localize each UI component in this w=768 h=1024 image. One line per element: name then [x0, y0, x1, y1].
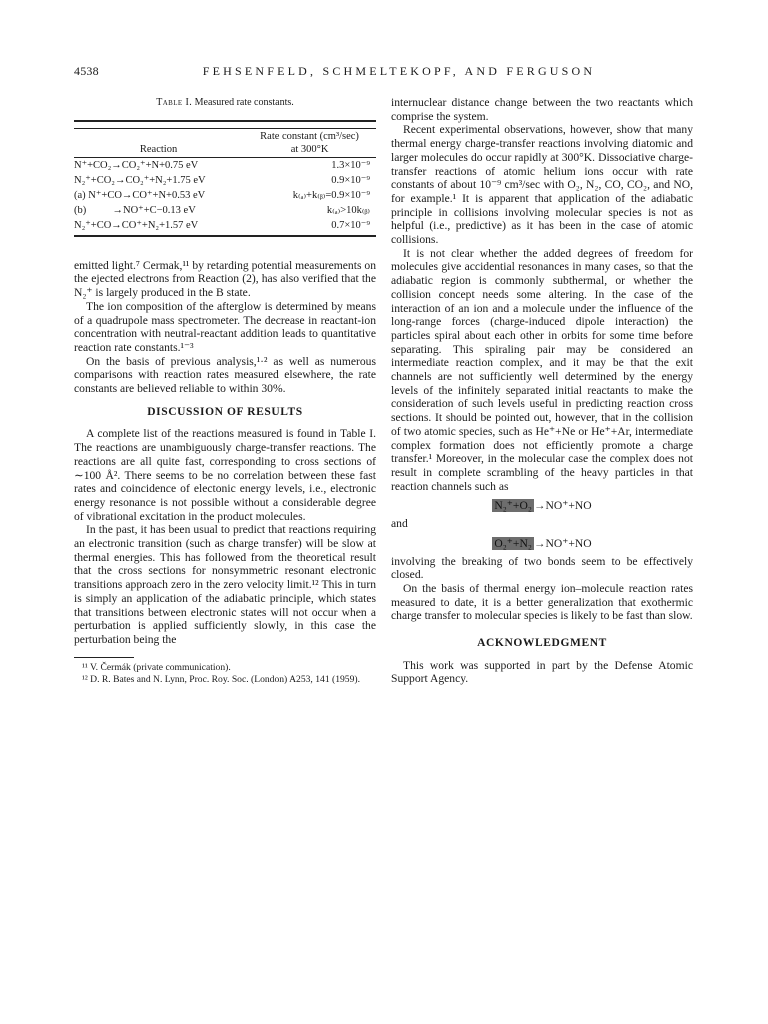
- equation-2-products: →NO⁺+NO: [533, 536, 592, 550]
- table-row: [74, 173, 376, 188]
- reaction-cell: N₂⁺+CO→CO⁺+N₂+1.57 eV: [74, 218, 243, 236]
- rate-cell: k₍ₐ₎>10k₍ᵦ₎: [326, 204, 370, 216]
- paragraph: This work was supported in part by the Defense Atomic Support Agency.: [391, 658, 693, 686]
- rate-cell: 0.7×10⁻⁹: [243, 218, 376, 236]
- section-title-discussion: DISCUSSION OF RESULTS: [147, 405, 303, 418]
- page-number: 4538: [74, 64, 99, 78]
- paragraph: On the basis of thermal energy ion–molecule reaction rates measured to date, it is a better generalization that exothermic charge transfer to molecular species is likely to be fast than slow.: [391, 581, 693, 623]
- paragraph: The ion composition of the afterglow is determined by means of a quadrupole mass spectrometer. The decrease in reactant-ion concentration with neutral-reactant addition leads to quantitative reaction rate constants.¹⁻³: [74, 299, 376, 354]
- reaction-cell: (b) →NO⁺+C−0.13 eV: [74, 204, 196, 216]
- rate-cell: 1.3×10⁻⁹: [331, 159, 370, 171]
- reaction-cell: N₂⁺+CO₂→CO₂⁺+N₂+1.75 eV: [74, 174, 206, 186]
- column-header-rate: [243, 128, 376, 157]
- running-header: [74, 64, 694, 82]
- running-authors: FEHSENFELD, SCHMELTEKOPF, AND FERGUSON: [202, 64, 596, 78]
- paragraph: On the basis of previous analysis,¹·² as well as numerous comparisons with reaction rates measured elsewhere, the rate constants are believed reliable to within 30%.: [74, 354, 376, 396]
- footnotes: [74, 662, 376, 686]
- paragraph: Recent experimental observations, however, show that many thermal energy charge-transfer reactions involving diatomic and larger molecules do occur rapidly at 300°K. Dissociative charge-transfer reactions of atomic helium ions occur with rate constants of about 10⁻⁹ cm³/sec with O₂, N₂, CO, CO₂, and NO, for example.¹ It is apparent that application of the adiabatic principle in collisions involving molecular species is not as helpful (i.e., predictive) as it has been in the case of atomic collisions.: [391, 123, 693, 247]
- equation-2-reactants: O₂⁺+N₂: [494, 536, 532, 550]
- paragraph: A complete list of the reactions measured is found in Table I. The reactions are unambiguously charge-transfer reactions. The reactions are all quite fast, corresponding to cross sections of ∼100 Å². There seems to be no correlation between these fast rates and coincidence of electonic energy levels, i.e., electronic energy resonance is not possible without a considerable degree of vibrational excitation in the product molecules.: [74, 427, 376, 523]
- paragraph: In the past, it has been usual to predict that reactions requiring an electronic transition (such as charge transfer) will be slow at thermal energies. This has followed from the theoretical result that the cross sections for nonsymmetric resonant electronic transitions approach zero in the zero velocity limit.¹² This in turn is simply an application of the adiabatic principle, which states that transitions between electronic states will not occur when a perturbation is applied sufficiently slowly, in this case the perturbation being the: [74, 523, 376, 646]
- column-header-reaction: Reaction: [74, 128, 243, 157]
- paragraph: It is not clear whether the added degrees of freedom for molecules give accidential resonances in many cases, so that the adiabatic region is commonly subthermal, or whether the collision concept needs some altering. In the case of the interaction of an ion and a molecule under the influence of the long-range forces (charge-induced dipole interaction) the particles spiral about each other in orbits for some time before separating. This spiraling pair may be considered an intermediate reaction complex, and it may be that the exit channels are not sufficiently well determined by the energy levels of the infinitely separated initial reactants to make the consideration of such levels useful in predicting reaction cross sections. It should be pointed out, however, that in the collision of two atomic species, such as He⁺+Ne or He⁺+Ar, intermediate complex formation does not efficiently promote a charge transfer.¹ Moreover, in the molecular case the complex does not result in complete scrambling of the heavy particles in that reaction channels such as: [391, 246, 693, 493]
- equation-2: [391, 537, 693, 551]
- footnote: ¹¹ V. Čermák (private communication).: [82, 661, 231, 673]
- table-row: [74, 157, 376, 173]
- conjunction-and: and: [391, 517, 408, 531]
- left-column: [74, 96, 376, 686]
- table-row: [74, 203, 376, 218]
- equation-1-products: →NO⁺+NO: [533, 499, 592, 513]
- footnote-divider: [74, 657, 134, 658]
- paragraph: emitted light.⁷ Cermak,¹¹ by retarding potential measurements on the ejected electrons from Reaction (2), has also verified that the N₂⁺ is largely produced in the B state.: [74, 258, 376, 300]
- rate-header-line2: at 300°K: [290, 143, 329, 155]
- reaction-cell: N⁺+CO₂→CO₂⁺+N+0.75 eV: [74, 159, 199, 171]
- right-column: [391, 96, 693, 686]
- equation-1: [391, 499, 693, 513]
- equation-1-reactants: N₂⁺+O₂: [494, 499, 532, 513]
- table-header-row: [74, 128, 376, 157]
- footnote: ¹² D. R. Bates and N. Lynn, Proc. Roy. Soc. (London) A253, 141 (1959).: [82, 673, 360, 685]
- reaction-cell: (a) N⁺+CO→CO⁺+N+0.53 eV: [74, 189, 206, 201]
- table-row: [74, 218, 376, 236]
- rate-cell: 0.9×10⁻⁹: [331, 174, 370, 186]
- table-row: [74, 188, 376, 203]
- paragraph: internuclear distance change between the two reactants which comprise the system.: [391, 96, 693, 123]
- paragraph: involving the breaking of two bonds seem to be effectively closed.: [391, 554, 693, 582]
- rate-constants-table: [74, 120, 376, 237]
- table-caption-label: Table I.: [156, 97, 193, 108]
- table-caption-text: Measured rate constants.: [194, 97, 294, 108]
- section-title-acknowledgment: ACKNOWLEDGMENT: [477, 637, 607, 650]
- table-caption: [74, 96, 376, 110]
- rate-header-line1: Rate constant (cm³/sec): [260, 130, 359, 142]
- rate-cell: k₍ₐ₎+k₍ᵦ₎=0.9×10⁻⁹: [292, 189, 370, 201]
